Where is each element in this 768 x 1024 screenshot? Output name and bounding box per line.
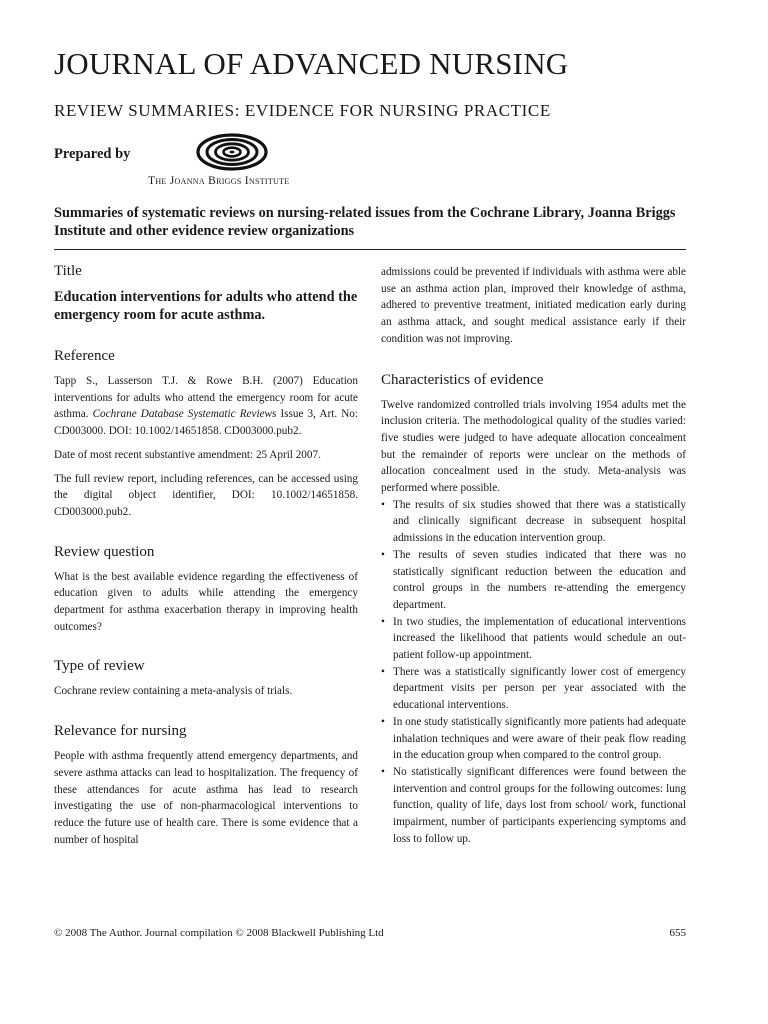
- series-title: REVIEW SUMMARIES: EVIDENCE FOR NURSING PRACTICE: [54, 101, 551, 120]
- footer-copyright: © 2008 The Author. Journal compilation © 2008 Blackwell Publishing Ltd: [54, 927, 384, 939]
- type-of-review-heading: Type of review: [54, 658, 145, 675]
- left-column: [54, 262, 358, 848]
- list-item: • In two studies, the implementation of educational interventions increased the likelihood that patients would schedule an out-patient follow-up appointment.: [381, 614, 686, 664]
- page-number: 655: [669, 927, 686, 939]
- list-item: • No statistically significant differences were found between the intervention and control groups for the following outcomes: lung function, quality of life, days lost from school/ work, functional impairment, number of participants experiencing symptoms and loss to follow up.: [381, 764, 686, 848]
- list-item: • The results of seven studies indicated that there was no statistically significant reduction between the education and control groups in the numbers re-attending the emergency department.: [381, 547, 686, 614]
- citation-authors: Tapp S., Lasserson T.J. & Rowe B.H. (2007) Education interventions for adults who attend the emergency room for acute asthma.: [54, 375, 358, 421]
- list-item: • The results of six studies showed that there was a statistically and clinically significant decrease in subsequent hospital admissions in the education intervention group.: [381, 497, 686, 547]
- citation-journal: Cochrane Database Systematic Reviews: [92, 408, 277, 421]
- list-item: • In one study statistically significantly more patients had adequate inhalation techniques and were aware of their peak flow reading in the education group when compared to the control group.: [381, 714, 686, 764]
- institute-name: The Joanna Briggs Institute: [148, 175, 290, 187]
- full-report-note: The full review report, including references, can be accessed using the digital object identifier, DOI: 10.1002/14651858. CD003000.pub2.: [54, 472, 358, 518]
- summary-blurb: Summaries of systematic reviews on nursing-related issues from the Cochrane Library, Joanna Briggs Institute and other evidence review organizations: [54, 205, 676, 239]
- reference-citation: [54, 373, 358, 440]
- prepared-by-label: Prepared by: [54, 146, 131, 162]
- header-divider: [54, 249, 686, 250]
- reference-heading: Reference: [54, 348, 115, 364]
- review-question-heading: Review question: [54, 543, 155, 560]
- characteristics-heading: Characteristics of evidence: [381, 371, 544, 388]
- list-item: • There was a statistically significantly lower cost of emergency department visits per person per year associated with the educational interventions.: [381, 664, 686, 714]
- relevance-heading: Relevance for nursing: [54, 723, 187, 740]
- review-title: Education interventions for adults who attend the emergency room for acute asthma.: [54, 289, 358, 323]
- title-heading: Title: [54, 263, 82, 279]
- findings-list: [381, 497, 686, 848]
- right-column: [381, 264, 686, 848]
- amendment-date: Date of most recent substantive amendment: 25 April 2007.: [54, 448, 321, 461]
- type-of-review-text: Cochrane review containing a meta-analysis of trials.: [54, 685, 293, 698]
- journal-title: JOURNAL OF ADVANCED NURSING: [54, 46, 569, 81]
- relevance-continuation: admissions could be prevented if individuals with asthma were able use an asthma action plan, improved their knowledge of asthma, adhered to preventive treatment, initiated medication early during an asthma attack, and sought medical assistance early if their condition was not improving.: [381, 266, 686, 345]
- characteristics-text: Twelve randomized controlled trials involving 1954 adults met the inclusion criteria. The methodological quality of the studies varied: five studies were judged to have adequate allocation concealment but the remainder of reports were unclear on the methods of allocation concealment used in the study. Meta-analysis was performed where possible.: [381, 398, 686, 495]
- jbi-concentric-ovals-icon: [196, 133, 268, 171]
- citation-details: Issue 3, Art. No: CD003000. DOI: 10.1002/14651858. CD003000.pub2.: [54, 408, 358, 438]
- review-question-text: What is the best available evidence regarding the effectiveness of education given to adults while attending the emergency department for asthma exacerbation therapy in improving health outcomes?: [54, 570, 358, 633]
- relevance-text: People with asthma frequently attend emergency departments, and severe asthma attacks can lead to hospitalization. The frequency of these attendances for acute asthma has lead to research investigating the use of non-pharmacological interventions to reduce the future use of health care. There is some evidence that a number of hospital: [54, 750, 358, 846]
